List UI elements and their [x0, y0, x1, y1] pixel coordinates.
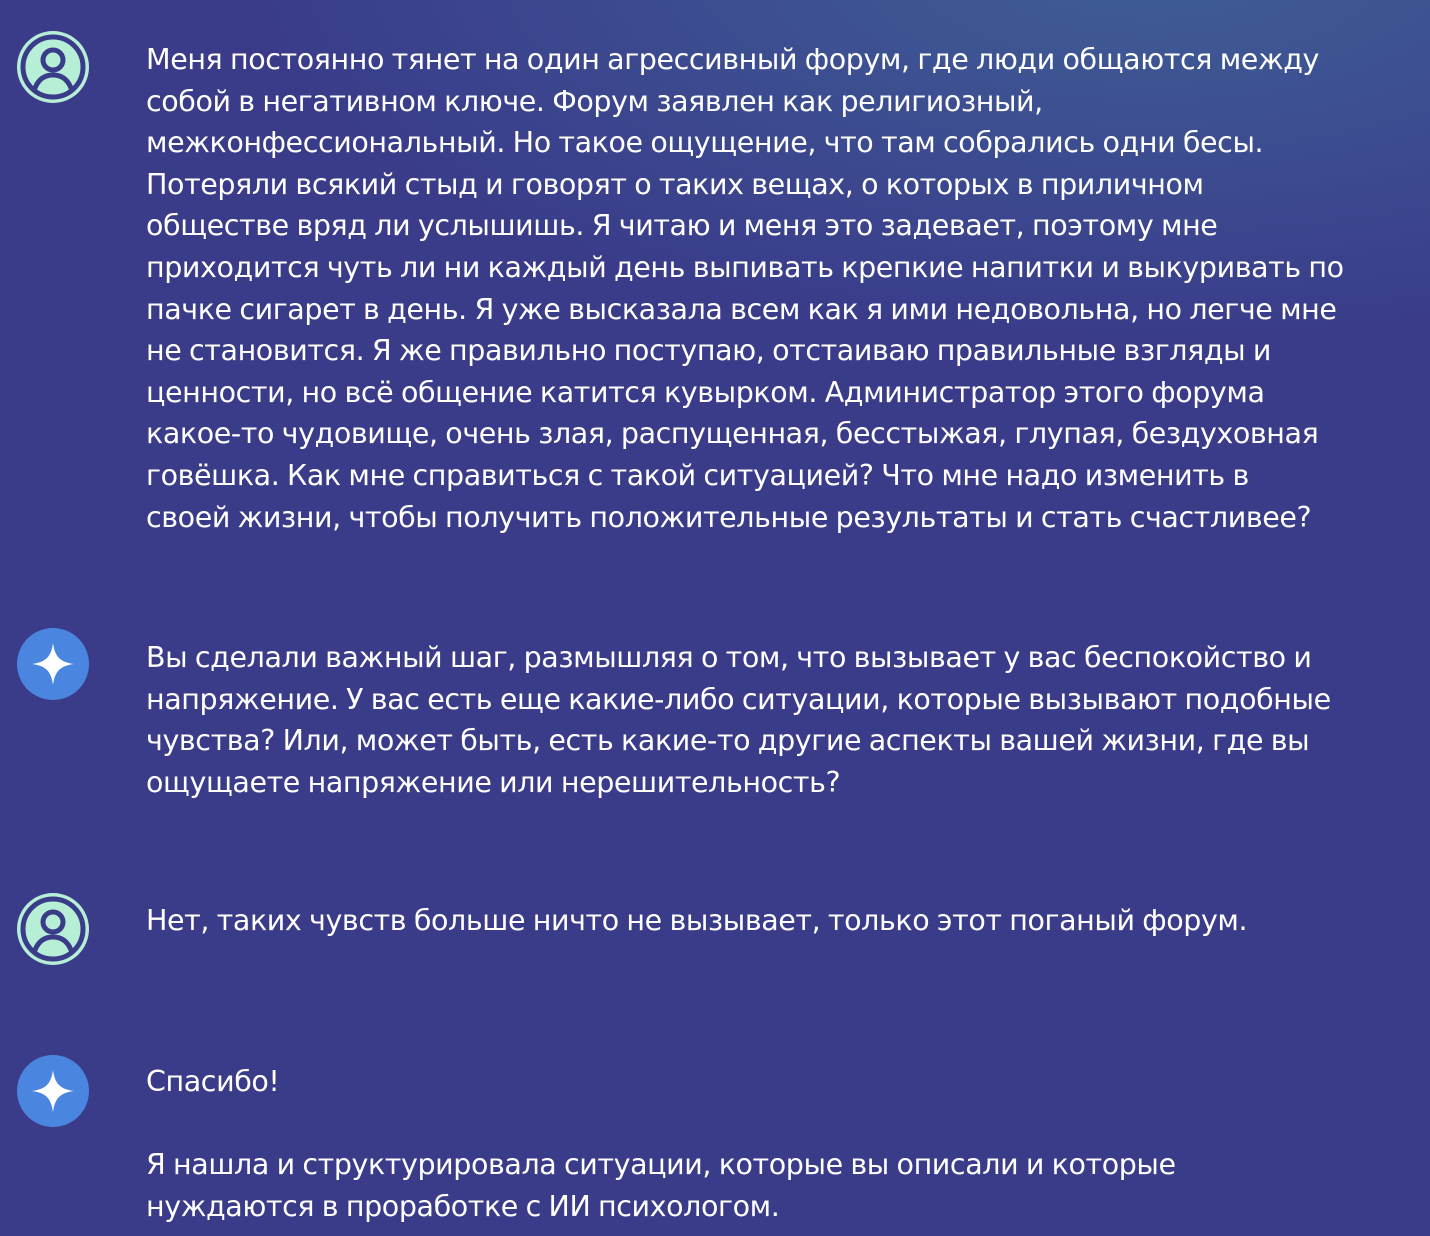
- message-line: пачке сигарет в день. Я уже высказала всем как я ими недовольна, но легче мне: [146, 292, 1337, 326]
- user-avatar: [17, 31, 89, 103]
- message-line: говёшка. Как мне справиться с такой ситуацией? Что мне надо изменить в: [146, 458, 1249, 492]
- user-avatar-icon: [17, 893, 89, 965]
- message-line: межконфессиональный. Но такое ощущение, что там собрались одни бесы.: [146, 126, 1264, 160]
- message-line: ощущаете напряжение или нерешительность?: [146, 765, 841, 799]
- message-line: Вы сделали важный шаг, размышляя о том, что вызывает у вас беспокойство и: [146, 641, 1312, 674]
- message-line: напряжение. У вас есть еще какие-либо ситуации, которые вызывают подобные: [146, 682, 1331, 716]
- message-text: [146, 39, 1416, 538]
- message-line: нуждаются в проработке с ИИ психологом.: [146, 1189, 780, 1223]
- message-line: приходится чуть ли ни каждый день выпивать крепкие напитки и выкуривать по: [146, 250, 1344, 284]
- message-text: [146, 637, 1416, 803]
- message-line: не становится. Я же правильно поступаю, отстаиваю правильные взгляды и: [146, 334, 1272, 368]
- paragraph-gap: [146, 1103, 1416, 1145]
- message-text: [146, 1061, 1416, 1227]
- message-line: Спасибо!: [146, 1065, 280, 1098]
- message-line: своей жизни, чтобы получить положительные результаты и стать счастливее?: [146, 500, 1312, 534]
- message-line: какое-то чудовище, очень злая, распущенная, бесстыжая, глупая, бездуховная: [146, 417, 1319, 451]
- message-line: Я нашла и структурировала ситуации, которые вы описали и которые: [146, 1148, 1176, 1182]
- sparkle-icon: [17, 1055, 89, 1127]
- user-avatar: [17, 893, 89, 965]
- message-line: собой в негативном ключе. Форум заявлен как религиозный,: [146, 84, 1043, 118]
- message-line: Нет, таких чувств больше ничто не вызывает, только этот поганый форум.: [146, 904, 1248, 937]
- sparkle-icon: [17, 628, 89, 700]
- message-line: Потеряли всякий стыд и говорят о таких вещах, о которых в приличном: [146, 167, 1204, 201]
- message-line: чувства? Или, может быть, есть какие-то другие аспекты вашей жизни, где вы: [146, 724, 1310, 758]
- user-avatar-icon: [17, 31, 89, 103]
- message-line: Меня постоянно тянет на один агрессивный форум, где люди общаются между: [146, 43, 1319, 76]
- message-line: обществе вряд ли услышишь. Я читаю и меня это задевает, поэтому мне: [146, 209, 1218, 243]
- message-text: [146, 900, 1416, 942]
- assistant-avatar: [17, 628, 89, 700]
- assistant-avatar: [17, 1055, 89, 1127]
- message-line: ценности, но всё общение катится кувырком. Администратор этого форума: [146, 375, 1265, 409]
